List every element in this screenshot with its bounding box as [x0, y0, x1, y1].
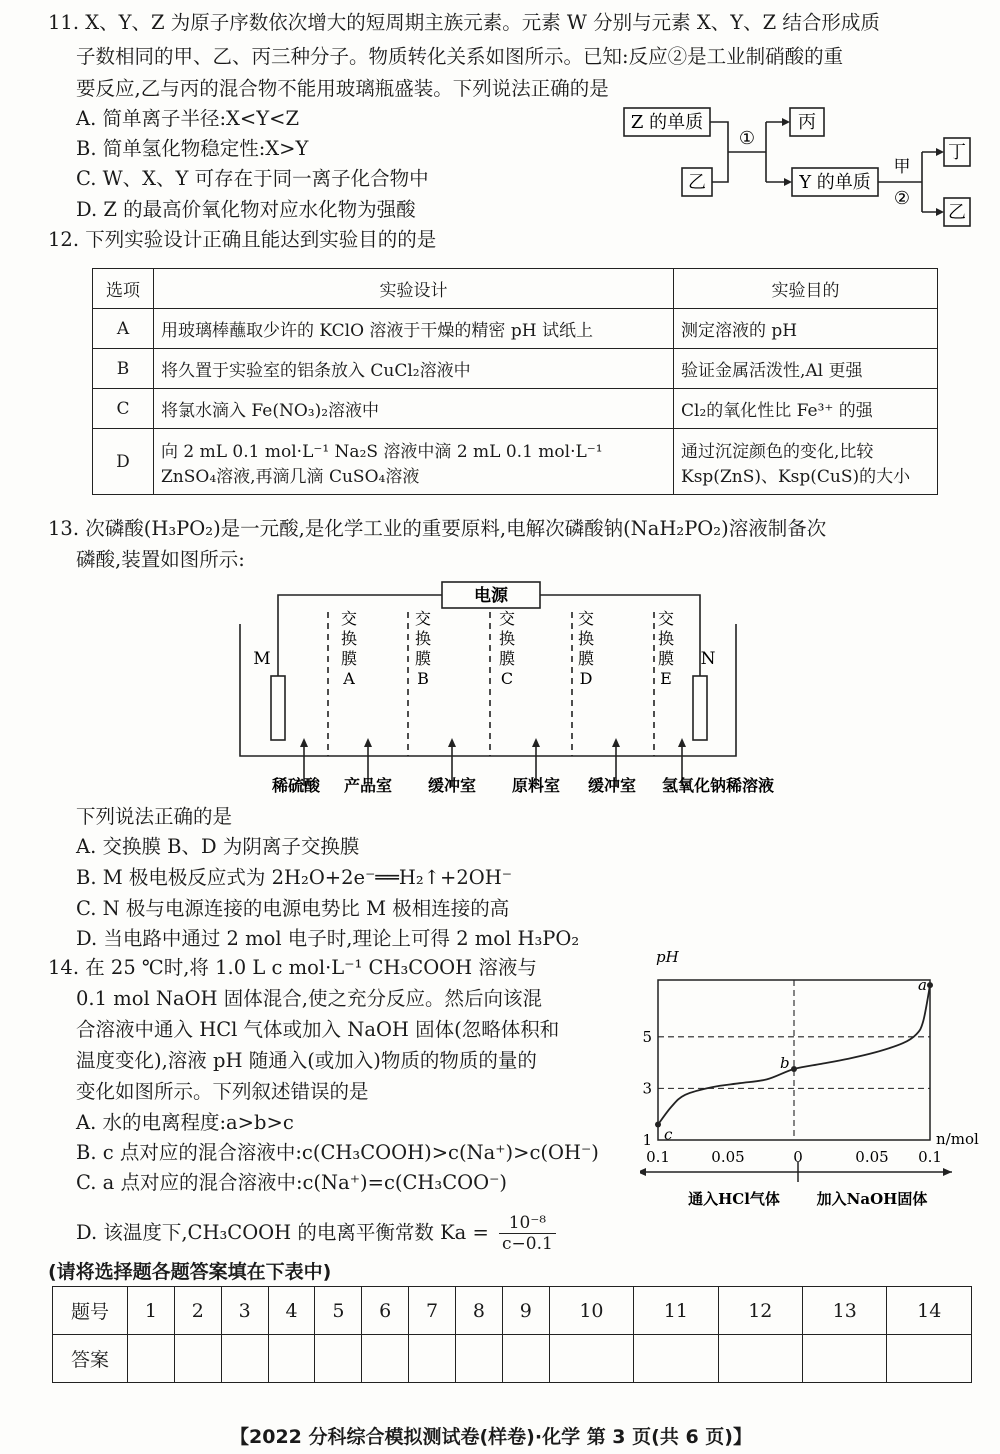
- q13-power-label: 电源: [474, 586, 508, 606]
- q11-option-a: A. 简单离子半径:X<Y<Z: [76, 107, 300, 130]
- q11-stem-line2: 子数相同的甲、乙、丙三种分子。物质转化关系如图所示。已知:反应②是工业制硝酸的重: [76, 45, 844, 68]
- q12-stem: 12. 下列实验设计正确且能达到实验目的的是: [48, 228, 437, 251]
- answer-cell-13[interactable]: [803, 1335, 887, 1383]
- answer-cell-6[interactable]: [362, 1335, 409, 1383]
- membrane-label-char: 换: [657, 629, 675, 648]
- q14-fraction-numerator: 10⁻⁸: [499, 1213, 556, 1234]
- q12-row-a-option: A: [93, 309, 154, 349]
- membrane-letter: E: [660, 669, 672, 688]
- membrane-label-char: 换: [414, 629, 432, 648]
- q12-table: [92, 268, 938, 495]
- chart-xtick-0.05-left: 0.05: [711, 1148, 745, 1166]
- chart-xtick-0: 0: [793, 1148, 803, 1166]
- q14-option-c: C. a 点对应的混合溶液中:c(Na⁺)=c(CH₃COO⁻): [76, 1171, 508, 1194]
- chart-ylabel: pH: [656, 950, 679, 966]
- point-a: [927, 982, 933, 988]
- q13-electrolysis-apparatus: [230, 576, 790, 802]
- answer-cell-7[interactable]: [409, 1335, 456, 1383]
- point-label-c: c: [664, 1125, 673, 1144]
- q13-option-c: C. N 极与电源连接的电源电势比 M 极相连接的高: [76, 897, 510, 920]
- q11-node-ding: 丁: [948, 142, 966, 163]
- answer-section-note: (请将选择题各题答案填在下表中): [48, 1261, 332, 1283]
- q14-stem-line1: 14. 在 25 ℃时,将 1.0 L c mol·L⁻¹ CH₃COOH 溶液与: [48, 956, 537, 979]
- q14-fraction: [499, 1213, 556, 1254]
- answer-number-2: 2: [174, 1287, 221, 1335]
- q12-header-option: 选项: [93, 269, 154, 309]
- q12-header-purpose: 实验目的: [674, 269, 938, 309]
- membrane-label-char: 交: [498, 609, 516, 628]
- point-label-a: a: [918, 976, 927, 995]
- answer-cell-4[interactable]: [268, 1335, 315, 1383]
- q14-stem-line4: 温度变化),溶液 pH 随通入(或加入)物质的物质的量的: [76, 1049, 537, 1072]
- point-c: [655, 1122, 661, 1128]
- q13-stem-line1: 13. 次磷酸(H₃PO₂)是一元酸,是化学工业的重要原料,电解次磷酸钠(NaH₂PO₂)溶液制备次: [48, 517, 827, 540]
- q13-chamber-product: 产品室: [343, 776, 393, 795]
- q11-node-y-single: Y 的单质: [799, 172, 871, 193]
- answer-number-6: 6: [362, 1287, 409, 1335]
- chart-xtick-0.1-left: 0.1: [646, 1148, 670, 1166]
- answer-number-7: 7: [409, 1287, 456, 1335]
- answer-cell-12[interactable]: [718, 1335, 802, 1383]
- answer-number-10: 10: [549, 1287, 633, 1335]
- q12-row-c-option: C: [93, 389, 154, 429]
- answer-number-14: 14: [887, 1287, 972, 1335]
- q13-option-d: D. 当电路中通过 2 mol 电子时,理论上可得 2 mol H₃PO₂: [76, 927, 580, 950]
- q14-option-b: B. c 点对应的混合溶液中:c(CH₃COOH)>c(Na⁺)>c(OH⁻): [76, 1141, 599, 1164]
- q12-row-a-purpose: 测定溶液的 pH: [674, 309, 938, 349]
- answer-cell-3[interactable]: [221, 1335, 268, 1383]
- answer-number-row: [53, 1287, 972, 1335]
- q12-row-c-purpose: Cl₂的氧化性比 Fe³⁺ 的强: [674, 389, 938, 429]
- answer-cell-9[interactable]: [502, 1335, 549, 1383]
- q13-chamber-naoh: 氢氧化钠稀溶液: [661, 776, 775, 795]
- answer-header-number: 题号: [53, 1287, 128, 1335]
- q14-stem-line5: 变化如图所示。下列叙述错误的是: [76, 1080, 369, 1103]
- answer-cell-1[interactable]: [128, 1335, 175, 1383]
- chart-xtick-0.05-right: 0.05: [855, 1148, 889, 1166]
- chart-hcl-direction: 通入HCl气体: [688, 1190, 780, 1208]
- answer-number-12: 12: [718, 1287, 802, 1335]
- q13-option-b: B. M 极电极反应式为 2H₂O+2e⁻══H₂↑+2OH⁻: [76, 866, 513, 889]
- q14-stem-line3: 合溶液中通入 HCl 气体或加入 NaOH 固体(忽略体积和: [76, 1018, 560, 1041]
- answer-cell-14[interactable]: [887, 1335, 972, 1383]
- q11-reaction-1: ①: [738, 128, 756, 149]
- chart-ytick-5: 5: [642, 1027, 652, 1046]
- membrane-label-char: 交: [657, 609, 675, 628]
- chart-xlabel: n/mol: [936, 1130, 979, 1148]
- q13-chamber-buffer-2: 缓冲室: [587, 776, 637, 795]
- q12-header-design: 实验设计: [154, 269, 674, 309]
- q11-option-c: C. W、X、Y 可存在于同一离子化合物中: [76, 167, 429, 190]
- answer-header-answer: 答案: [53, 1335, 128, 1383]
- answer-number-9: 9: [502, 1287, 549, 1335]
- q11-stem-line1: 11. X、Y、Z 为原子序数依次增大的短周期主族元素。元素 W 分别与元素 X、Y、Z 结合形成质: [48, 11, 880, 34]
- q11-reaction-2: ②: [893, 188, 911, 209]
- membrane-label-char: 换: [498, 629, 516, 648]
- answer-number-1: 1: [128, 1287, 175, 1335]
- chart-naoh-direction: 加入NaOH固体: [816, 1190, 928, 1208]
- q12-row-b-purpose: 验证金属活泼性,Al 更强: [674, 349, 938, 389]
- answer-number-11: 11: [634, 1287, 718, 1335]
- q11-node-z-single: Z 的单质: [630, 112, 704, 133]
- membrane-label-char: 交: [577, 609, 595, 628]
- membrane-letter: C: [500, 669, 514, 688]
- q14-option-d: [76, 1213, 556, 1254]
- q13-chamber-buffer-1: 缓冲室: [427, 776, 477, 795]
- point-b: [791, 1066, 797, 1072]
- answer-number-8: 8: [456, 1287, 503, 1335]
- membrane-label-char: 膜: [577, 649, 595, 668]
- answer-number-5: 5: [315, 1287, 362, 1335]
- membrane-label-char: 膜: [498, 649, 516, 668]
- q12-row-d-design-line1: 向 2 mL 0.1 mol·L⁻¹ Na₂S 溶液中滴 2 mL 0.1 mol·L⁻¹: [161, 441, 603, 462]
- q11-conversion-diagram: [616, 102, 986, 230]
- membrane-label-char: 换: [340, 629, 358, 648]
- table-row: [93, 349, 938, 389]
- membrane-label-char: 换: [577, 629, 595, 648]
- q12-row-d-design-line2: ZnSO₄溶液,再滴几滴 CuSO₄溶液: [161, 466, 420, 487]
- q13-chamber-dilute-sulfuric: 稀硫酸: [271, 776, 321, 795]
- q13-chamber-raw: 原料室: [511, 776, 561, 795]
- q11-option-d: D. Z 的最高价氧化物对应水化物为强酸: [76, 198, 416, 221]
- answer-cell-8[interactable]: [456, 1335, 503, 1383]
- membrane-letter: D: [579, 669, 593, 688]
- chart-ytick-3: 3: [642, 1079, 652, 1098]
- table-row: [93, 389, 938, 429]
- q14-stem-line2: 0.1 mol NaOH 固体混合,使之充分反应。然后向该混: [76, 987, 542, 1010]
- answer-cell-5[interactable]: [315, 1335, 362, 1383]
- q14-option-d-prefix: D. 该温度下,CH₃COOH 的电离平衡常数 Ka =: [76, 1221, 489, 1244]
- q12-row-b-option: B: [93, 349, 154, 389]
- q12-row-a-design: 用玻璃棒蘸取少许的 KClO 溶液于干燥的精密 pH 试纸上: [154, 309, 674, 349]
- q13-membrane-a: [341, 609, 357, 688]
- answer-cell-11[interactable]: [634, 1335, 718, 1383]
- page-footer: 【2022 分科综合模拟测试卷(样卷)·化学 第 3 页(共 6 页)】: [230, 1426, 752, 1448]
- membrane-label-char: 膜: [414, 649, 432, 668]
- q14-ph-chart: [640, 950, 995, 1240]
- answer-table: [52, 1286, 972, 1383]
- table-row: [93, 309, 938, 349]
- q12-row-d-purpose-line2: Ksp(ZnS)、Ksp(CuS)的大小: [681, 466, 911, 487]
- q14-option-a: A. 水的电离程度:a>b>c: [76, 1111, 294, 1134]
- q13-question: 下列说法正确的是: [76, 805, 233, 828]
- q11-stem-line3: 要反应,乙与丙的混合物不能用玻璃瓶盛装。下列说法正确的是: [76, 77, 609, 100]
- chart-ytick-1: 1: [642, 1131, 652, 1149]
- q11-option-b: B. 简单氢化物稳定性:X>Y: [76, 137, 309, 160]
- q14-fraction-denominator: c−0.1: [502, 1234, 553, 1254]
- q13-stem-line2: 磷酸,装置如图所示:: [76, 548, 245, 571]
- q12-row-c-design: 将氯水滴入 Fe(NO₃)₂溶液中: [154, 389, 674, 429]
- q13-membrane-c: [499, 609, 515, 688]
- q12-row-b-design: 将久置于实验室的铝条放入 CuCl₂溶液中: [154, 349, 674, 389]
- point-label-b: b: [780, 1054, 790, 1073]
- q12-row-d-option: D: [93, 429, 154, 495]
- q12-row-d-purpose-line1: 通过沉淀颜色的变化,比较: [681, 441, 874, 462]
- membrane-letter: A: [343, 669, 355, 688]
- answer-cell-10[interactable]: [549, 1335, 633, 1383]
- q13-electrode-m: M: [253, 649, 271, 669]
- q11-reagent-jia: 甲: [893, 157, 911, 177]
- answer-cell-2[interactable]: [174, 1335, 221, 1383]
- answer-number-13: 13: [803, 1287, 887, 1335]
- q11-node-yi-right: 乙: [948, 202, 966, 223]
- q12-row-d-design: [154, 429, 674, 495]
- membrane-label-char: 交: [340, 609, 358, 628]
- q13-option-a: A. 交换膜 B、D 为阴离子交换膜: [76, 835, 360, 858]
- membrane-letter: B: [417, 669, 429, 688]
- q13-electrode-n: N: [700, 649, 716, 669]
- q13-membrane-b: [415, 609, 431, 688]
- answer-blank-row: [53, 1335, 972, 1383]
- chart-xtick-0.1-right: 0.1: [918, 1148, 942, 1166]
- q11-node-yi-left: 乙: [688, 172, 706, 193]
- answer-number-3: 3: [221, 1287, 268, 1335]
- q13-membrane-d: [578, 609, 594, 688]
- q12-row-d-purpose: [674, 429, 938, 495]
- membrane-label-char: 膜: [340, 649, 358, 668]
- table-row: [93, 429, 938, 495]
- answer-number-4: 4: [268, 1287, 315, 1335]
- membrane-label-char: 膜: [657, 649, 675, 668]
- q11-node-bing: 丙: [798, 112, 816, 133]
- q13-membrane-e: [658, 609, 674, 688]
- membrane-label-char: 交: [414, 609, 432, 628]
